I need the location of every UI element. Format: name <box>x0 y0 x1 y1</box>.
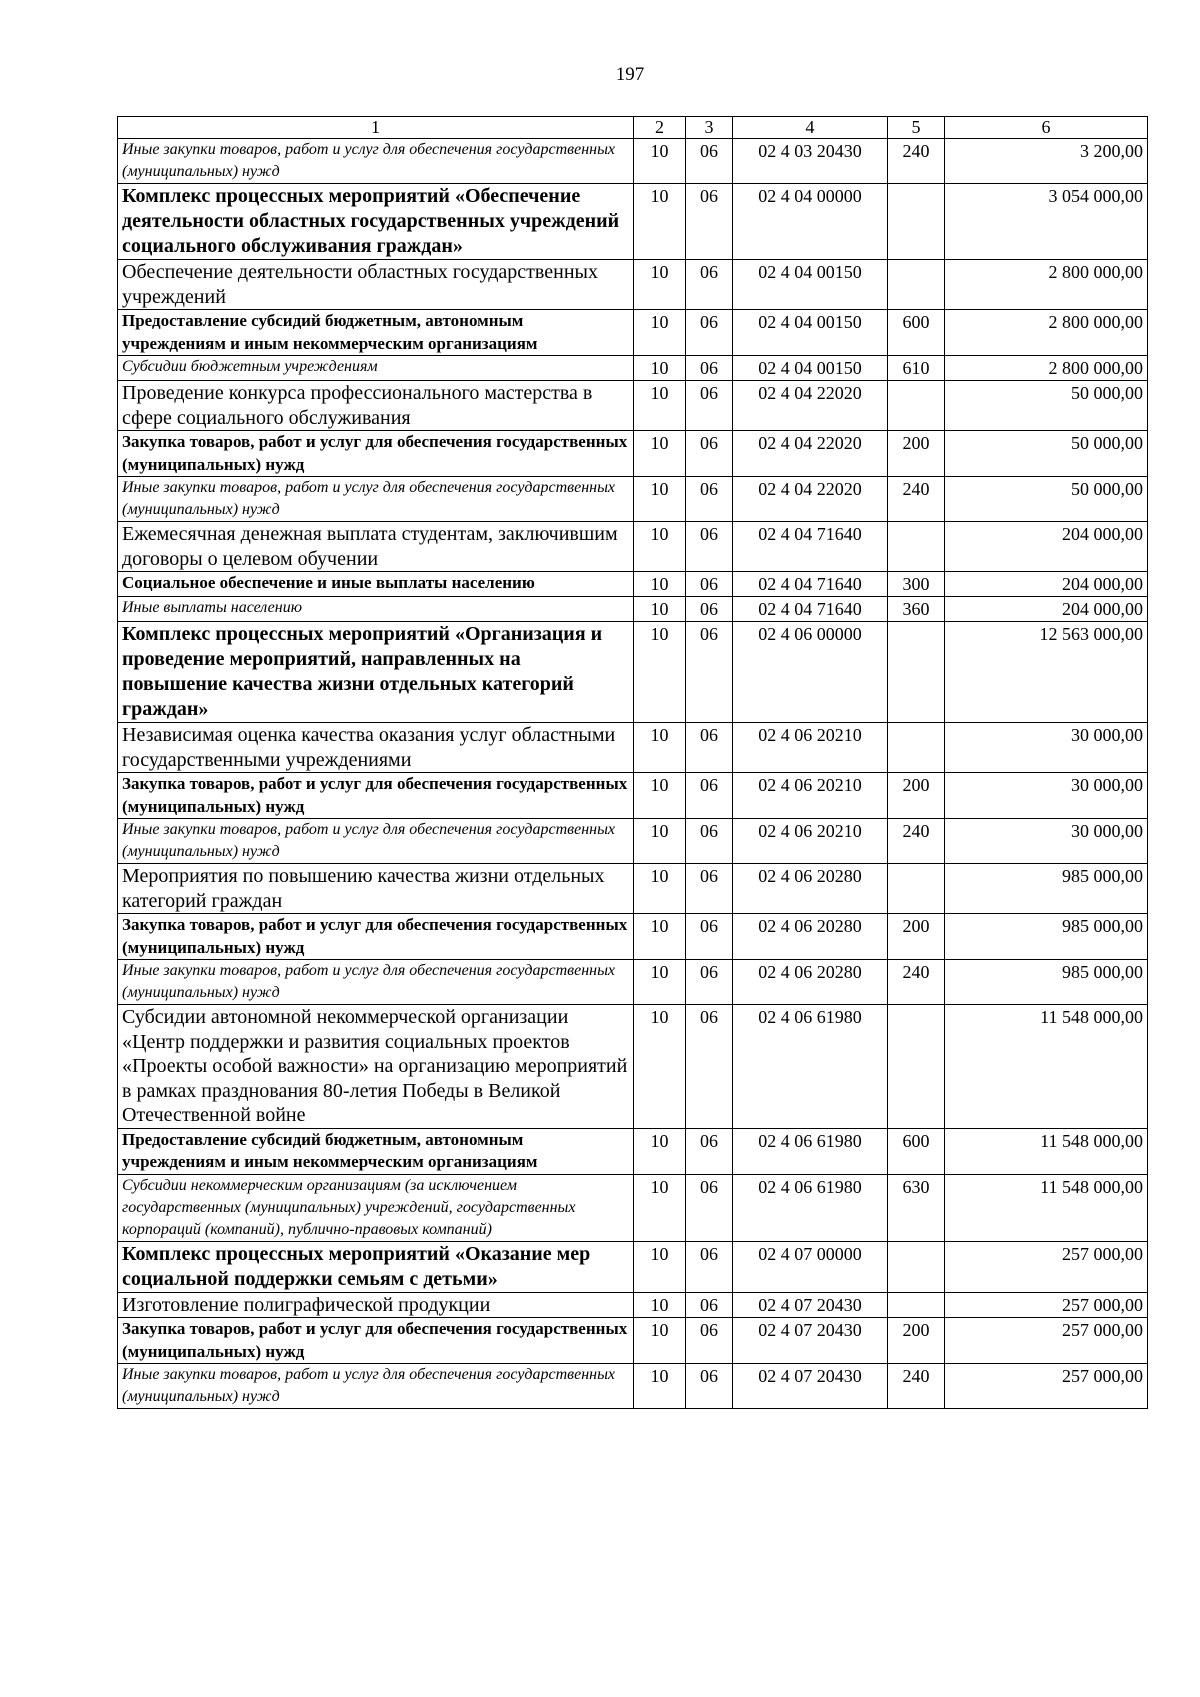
section-code: 10 <box>634 819 686 864</box>
target-article-code: 02 4 06 20280 <box>733 914 888 960</box>
expense-type-code: 200 <box>888 773 945 819</box>
expense-type-code: 240 <box>888 139 945 184</box>
table-row <box>118 914 1148 960</box>
row-name: Иные закупки товаров, работ и услуг для обеспечения государственных (муниципальных) нужд <box>118 477 634 522</box>
expense-type-code: 600 <box>888 310 945 356</box>
table-row <box>118 431 1148 477</box>
target-article-code: 02 4 06 61980 <box>733 1128 888 1174</box>
expense-type-code <box>888 260 945 310</box>
expense-type-code <box>888 522 945 572</box>
subsection-code: 06 <box>686 139 733 184</box>
subsection-code: 06 <box>686 184 733 260</box>
table-row <box>118 1364 1148 1409</box>
amount: 50 000,00 <box>945 381 1148 431</box>
target-article-code: 02 4 07 00000 <box>733 1241 888 1292</box>
subsection-code: 06 <box>686 260 733 310</box>
expense-type-code: 600 <box>888 1128 945 1174</box>
target-article-code: 02 4 04 00150 <box>733 310 888 356</box>
amount: 3 054 000,00 <box>945 184 1148 260</box>
table-row <box>118 522 1148 572</box>
section-code: 10 <box>634 431 686 477</box>
section-code: 10 <box>634 139 686 184</box>
amount: 30 000,00 <box>945 723 1148 773</box>
row-name: Ежемесячная денежная выплата студентам, заключившим договоры о целевом обучении <box>118 522 634 572</box>
target-article-code: 02 4 04 71640 <box>733 522 888 572</box>
table-row <box>118 1128 1148 1174</box>
table-row <box>118 139 1148 184</box>
row-name: Иные закупки товаров, работ и услуг для обеспечения государственных (муниципальных) нужд <box>118 960 634 1005</box>
column-header: 1 <box>118 117 634 139</box>
section-code: 10 <box>634 914 686 960</box>
section-code: 10 <box>634 773 686 819</box>
table-row <box>118 1241 1148 1292</box>
amount: 2 800 000,00 <box>945 260 1148 310</box>
section-code: 10 <box>634 522 686 572</box>
section-code: 10 <box>634 184 686 260</box>
row-name: Социальное обеспечение и иные выплаты населению <box>118 572 634 597</box>
expense-type-code: 240 <box>888 960 945 1005</box>
target-article-code: 02 4 04 00150 <box>733 356 888 381</box>
section-code: 10 <box>634 960 686 1005</box>
target-article-code: 02 4 06 00000 <box>733 622 888 723</box>
target-article-code: 02 4 04 22020 <box>733 477 888 522</box>
target-article-code: 02 4 06 20210 <box>733 773 888 819</box>
table-row <box>118 356 1148 381</box>
target-article-code: 02 4 07 20430 <box>733 1364 888 1409</box>
section-code: 10 <box>634 310 686 356</box>
expense-type-code <box>888 184 945 260</box>
section-code: 10 <box>634 477 686 522</box>
subsection-code: 06 <box>686 773 733 819</box>
expense-type-code <box>888 1005 945 1129</box>
table-row <box>118 184 1148 260</box>
amount: 2 800 000,00 <box>945 356 1148 381</box>
target-article-code: 02 4 06 20210 <box>733 819 888 864</box>
expense-type-code <box>888 622 945 723</box>
subsection-code: 06 <box>686 622 733 723</box>
table-row <box>118 260 1148 310</box>
row-name: Мероприятия по повышению качества жизни отдельных категорий граждан <box>118 864 634 914</box>
target-article-code: 02 4 07 20430 <box>733 1292 888 1318</box>
subsection-code: 06 <box>686 1241 733 1292</box>
expense-type-code <box>888 723 945 773</box>
amount: 204 000,00 <box>945 522 1148 572</box>
subsection-code: 06 <box>686 1364 733 1409</box>
target-article-code: 02 4 04 22020 <box>733 381 888 431</box>
row-name: Комплекс процессных мероприятий «Организация и проведение мероприятий, направленных на повышение качества жизни отдельных категорий граждан» <box>118 622 634 723</box>
subsection-code: 06 <box>686 819 733 864</box>
target-article-code: 02 4 04 00000 <box>733 184 888 260</box>
row-name: Закупка товаров, работ и услуг для обеспечения государственных (муниципальных) нужд <box>118 431 634 477</box>
subsection-code: 06 <box>686 356 733 381</box>
subsection-code: 06 <box>686 864 733 914</box>
table-row <box>118 773 1148 819</box>
target-article-code: 02 4 06 20210 <box>733 723 888 773</box>
row-name: Предоставление субсидий бюджетным, автономным учреждениям и иным некоммерческим организациям <box>118 310 634 356</box>
amount: 257 000,00 <box>945 1318 1148 1364</box>
table-row <box>118 960 1148 1005</box>
amount: 257 000,00 <box>945 1364 1148 1409</box>
row-name: Субсидии автономной некоммерческой организации «Центр поддержки и развития социальных проектов «Проекты особой важности» на организацию мероприятий в рамках празднования 80-летия Победы в Великой Отечественной войне <box>118 1005 634 1129</box>
amount: 30 000,00 <box>945 819 1148 864</box>
table-row <box>118 1292 1148 1318</box>
target-article-code: 02 4 04 71640 <box>733 572 888 597</box>
amount: 12 563 000,00 <box>945 622 1148 723</box>
expense-type-code: 240 <box>888 477 945 522</box>
target-article-code: 02 4 06 61980 <box>733 1005 888 1129</box>
row-name: Иные выплаты населению <box>118 597 634 622</box>
section-code: 10 <box>634 1174 686 1241</box>
target-article-code: 02 4 04 71640 <box>733 597 888 622</box>
row-name: Комплекс процессных мероприятий «Обеспечение деятельности областных государственных учреждений социального обслуживания граждан» <box>118 184 634 260</box>
row-name: Изготовление полиграфической продукции <box>118 1292 634 1318</box>
expense-type-code: 360 <box>888 597 945 622</box>
section-code: 10 <box>634 723 686 773</box>
section-code: 10 <box>634 597 686 622</box>
table-row <box>118 819 1148 864</box>
table-row <box>118 723 1148 773</box>
column-header: 5 <box>888 117 945 139</box>
table-row <box>118 864 1148 914</box>
section-code: 10 <box>634 1292 686 1318</box>
expense-type-code: 200 <box>888 431 945 477</box>
section-code: 10 <box>634 1128 686 1174</box>
column-header: 3 <box>686 117 733 139</box>
section-code: 10 <box>634 622 686 723</box>
amount: 3 200,00 <box>945 139 1148 184</box>
subsection-code: 06 <box>686 381 733 431</box>
row-name: Проведение конкурса профессионального мастерства в сфере социального обслуживания <box>118 381 634 431</box>
subsection-code: 06 <box>686 1128 733 1174</box>
amount: 30 000,00 <box>945 773 1148 819</box>
amount: 11 548 000,00 <box>945 1128 1148 1174</box>
row-name: Иные закупки товаров, работ и услуг для обеспечения государственных (муниципальных) нужд <box>118 139 634 184</box>
subsection-code: 06 <box>686 1005 733 1129</box>
table-row <box>118 572 1148 597</box>
column-header: 4 <box>733 117 888 139</box>
expense-type-code: 200 <box>888 1318 945 1364</box>
subsection-code: 06 <box>686 431 733 477</box>
row-name: Субсидии бюджетным учреждениям <box>118 356 634 381</box>
table-row <box>118 310 1148 356</box>
target-article-code: 02 4 04 00150 <box>733 260 888 310</box>
subsection-code: 06 <box>686 522 733 572</box>
amount: 257 000,00 <box>945 1241 1148 1292</box>
expense-type-code: 240 <box>888 819 945 864</box>
row-name: Закупка товаров, работ и услуг для обеспечения государственных (муниципальных) нужд <box>118 914 634 960</box>
row-name: Предоставление субсидий бюджетным, автономным учреждениям и иным некоммерческим организациям <box>118 1128 634 1174</box>
amount: 50 000,00 <box>945 431 1148 477</box>
row-name: Иные закупки товаров, работ и услуг для обеспечения государственных (муниципальных) нужд <box>118 1364 634 1409</box>
section-code: 10 <box>634 1005 686 1129</box>
expense-type-code: 240 <box>888 1364 945 1409</box>
row-name: Независимая оценка качества оказания услуг областными государственными учреждениями <box>118 723 634 773</box>
target-article-code: 02 4 06 61980 <box>733 1174 888 1241</box>
row-name: Закупка товаров, работ и услуг для обеспечения государственных (муниципальных) нужд <box>118 1318 634 1364</box>
budget-table <box>117 116 1148 1409</box>
table-row <box>118 1174 1148 1241</box>
amount: 985 000,00 <box>945 914 1148 960</box>
amount: 985 000,00 <box>945 960 1148 1005</box>
amount: 50 000,00 <box>945 477 1148 522</box>
row-name: Обеспечение деятельности областных государственных учреждений <box>118 260 634 310</box>
expense-type-code <box>888 381 945 431</box>
row-name: Комплекс процессных мероприятий «Оказание мер социальной поддержки семьям с детьми» <box>118 1241 634 1292</box>
section-code: 10 <box>634 1318 686 1364</box>
subsection-code: 06 <box>686 1318 733 1364</box>
subsection-code: 06 <box>686 572 733 597</box>
row-name: Субсидии некоммерческим организациям (за исключением государственных (муниципальных) учреждений, государственных корпораций (компаний), публично-правовых компаний) <box>118 1174 634 1241</box>
subsection-code: 06 <box>686 723 733 773</box>
subsection-code: 06 <box>686 477 733 522</box>
section-code: 10 <box>634 1364 686 1409</box>
target-article-code: 02 4 07 20430 <box>733 1318 888 1364</box>
target-article-code: 02 4 04 22020 <box>733 431 888 477</box>
expense-type-code <box>888 1292 945 1318</box>
expense-type-code <box>888 864 945 914</box>
section-code: 10 <box>634 260 686 310</box>
expense-type-code: 630 <box>888 1174 945 1241</box>
table-row <box>118 381 1148 431</box>
amount: 2 800 000,00 <box>945 310 1148 356</box>
section-code: 10 <box>634 572 686 597</box>
target-article-code: 02 4 03 20430 <box>733 139 888 184</box>
amount: 204 000,00 <box>945 597 1148 622</box>
column-header: 6 <box>945 117 1148 139</box>
expense-type-code: 200 <box>888 914 945 960</box>
table-row <box>118 477 1148 522</box>
section-code: 10 <box>634 1241 686 1292</box>
amount: 985 000,00 <box>945 864 1148 914</box>
table-row <box>118 597 1148 622</box>
subsection-code: 06 <box>686 960 733 1005</box>
table-row <box>118 622 1148 723</box>
row-name: Иные закупки товаров, работ и услуг для обеспечения государственных (муниципальных) нужд <box>118 819 634 864</box>
target-article-code: 02 4 06 20280 <box>733 960 888 1005</box>
expense-type-code: 610 <box>888 356 945 381</box>
table-header-row <box>118 117 1148 139</box>
subsection-code: 06 <box>686 914 733 960</box>
subsection-code: 06 <box>686 1174 733 1241</box>
subsection-code: 06 <box>686 597 733 622</box>
amount: 11 548 000,00 <box>945 1005 1148 1129</box>
amount: 257 000,00 <box>945 1292 1148 1318</box>
expense-type-code <box>888 1241 945 1292</box>
row-name: Закупка товаров, работ и услуг для обеспечения государственных (муниципальных) нужд <box>118 773 634 819</box>
subsection-code: 06 <box>686 310 733 356</box>
column-header: 2 <box>634 117 686 139</box>
section-code: 10 <box>634 356 686 381</box>
target-article-code: 02 4 06 20280 <box>733 864 888 914</box>
subsection-code: 06 <box>686 1292 733 1318</box>
table-row <box>118 1318 1148 1364</box>
expense-type-code: 300 <box>888 572 945 597</box>
section-code: 10 <box>634 864 686 914</box>
page-number: 197 <box>615 64 645 85</box>
amount: 11 548 000,00 <box>945 1174 1148 1241</box>
table-row <box>118 1005 1148 1129</box>
section-code: 10 <box>634 381 686 431</box>
amount: 204 000,00 <box>945 572 1148 597</box>
